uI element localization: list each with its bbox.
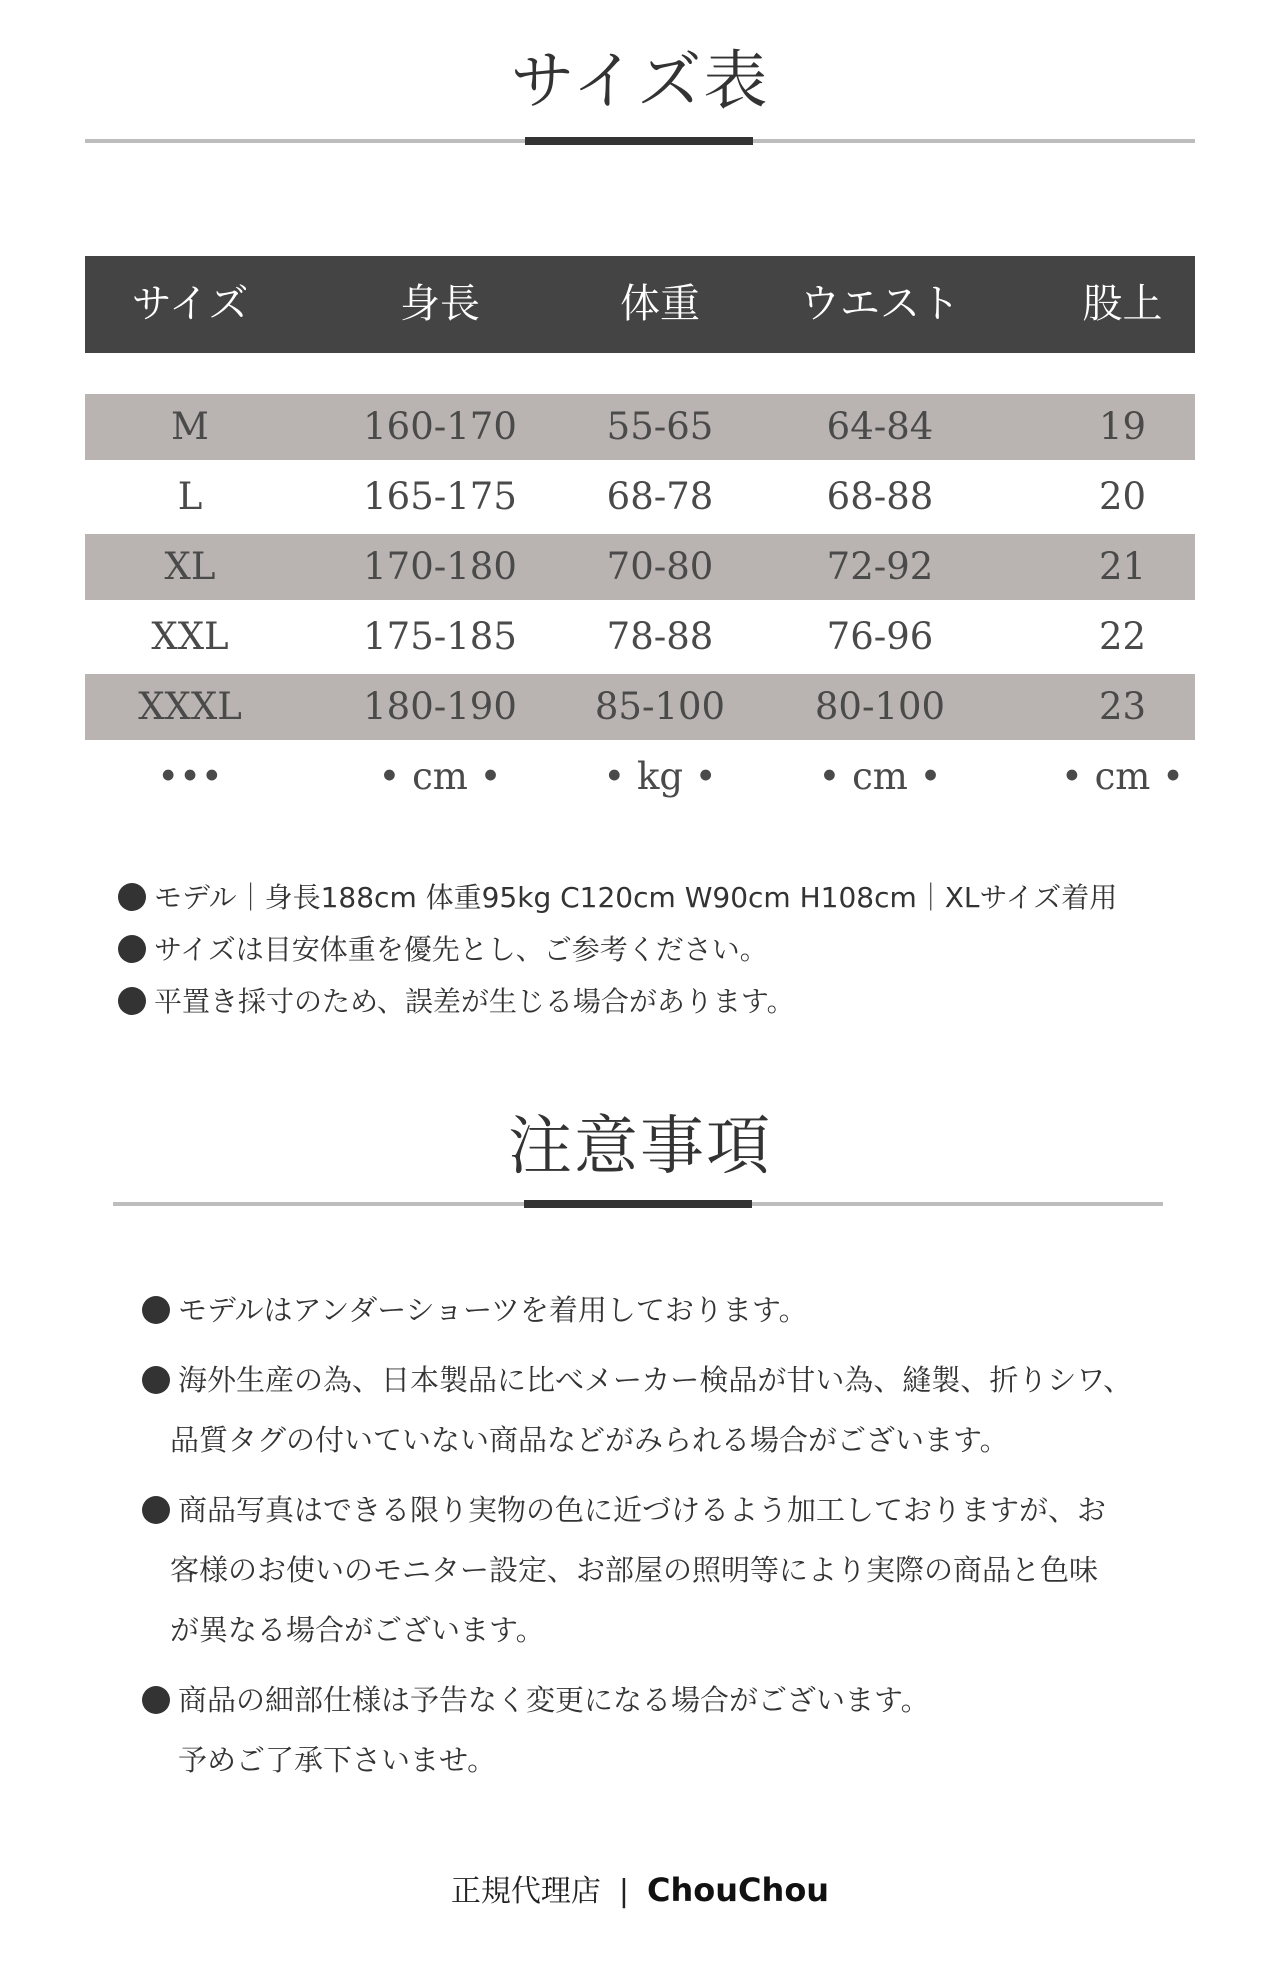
bullet-icon [118,935,146,963]
note-text: 平置き採寸のため、誤差が生じる場合があります。 [154,985,795,1018]
unit-waist: • cm • [818,755,942,798]
header-size: サイズ [131,281,249,327]
table-row [85,534,1195,600]
caution-item [142,1488,1106,1529]
caution-text: 客様のお使いのモニター設定、お部屋の照明等により実際の商品と色味 [170,1553,1099,1587]
footer-label: 正規代理店 [450,1874,601,1909]
bullet-icon [118,987,146,1015]
bullet-icon [142,1496,170,1524]
cell-rise: 21 [1098,545,1147,588]
caution-text: が異なる場合がございます。 [170,1613,545,1647]
bullet-icon [118,883,146,911]
cell-waist: 72-92 [826,545,934,588]
size-table-header [85,256,1195,353]
bullet-icon [142,1686,170,1714]
caution-text: モデルはアンダーショーツを着用しております。 [178,1293,808,1327]
cell-weight: 68-78 [606,475,714,518]
size-note [118,928,768,968]
cell-waist: 64-84 [826,405,934,448]
cell-height: 165-175 [363,475,517,518]
unit-size: ••• [157,755,223,798]
caution-text: 商品写真はできる限り実物の色に近づけるよう加工しておりますが、お [178,1493,1107,1527]
cell-rise: 20 [1098,475,1147,518]
cell-rise: 22 [1098,615,1147,658]
caution-text: 品質タグの付いていない商品などがみられる場合がございます。 [170,1423,1009,1457]
table-row [85,674,1195,740]
footer [0,1866,1280,1910]
cell-height: 180-190 [363,685,517,728]
caution-divider-accent [524,1200,752,1208]
header-height: 身長 [400,281,480,327]
cell-size: XXL [151,615,229,658]
cell-height: 175-185 [363,615,517,658]
caution-item [142,1358,1132,1399]
note-text: サイズは目安体重を優先とし、ご参考ください。 [154,933,768,966]
title-divider-accent [525,137,753,145]
cell-weight: 70-80 [606,545,714,588]
cell-size: XL [164,545,216,588]
cell-size: M [171,405,209,448]
caution-text: 海外生産の為、日本製品に比べメーカー検品が甘い為、縫製、折りシワ、 [178,1363,1133,1397]
units-row [85,744,1195,810]
caution-text: 予めご了承下さいませ。 [178,1743,497,1777]
table-row [85,394,1195,460]
measure-note [118,980,795,1020]
cell-weight: 55-65 [606,405,714,448]
unit-height: • cm • [378,755,502,798]
brand-name: ChouChou [647,1871,830,1909]
cell-size: XXXL [138,685,242,728]
table-row [85,464,1195,530]
header-waist: ウエスト [800,281,960,327]
cell-height: 170-180 [363,545,517,588]
caution-item [142,1288,808,1329]
unit-rise: • cm • [1061,755,1184,798]
size-table-title: サイズ表 [510,45,770,119]
cell-waist: 68-88 [826,475,934,518]
bullet-icon [142,1296,170,1324]
header-weight: 体重 [620,281,700,327]
cell-size: L [177,475,203,518]
table-row [85,604,1195,670]
cell-weight: 85-100 [594,685,726,728]
note-text: モデル｜身長188cm 体重95kg C120cm W90cm H108cm｜XLサイズ着用 [154,881,1118,914]
cell-waist: 80-100 [814,685,946,728]
cell-waist: 76-96 [826,615,934,658]
model-note [118,876,1117,916]
caution-item [142,1678,930,1719]
caution-title: 注意事項 [508,1110,772,1184]
cell-weight: 78-88 [606,615,714,658]
bullet-icon [142,1366,170,1394]
cell-height: 160-170 [363,405,517,448]
cell-rise: 23 [1098,685,1147,728]
footer-separator: | [618,1874,630,1909]
caution-text: 商品の細部仕様は予告なく変更になる場合がございます。 [178,1683,930,1717]
cell-rise: 19 [1098,405,1147,448]
header-rise: 股上 [1082,281,1163,327]
unit-weight: • kg • [603,755,717,798]
